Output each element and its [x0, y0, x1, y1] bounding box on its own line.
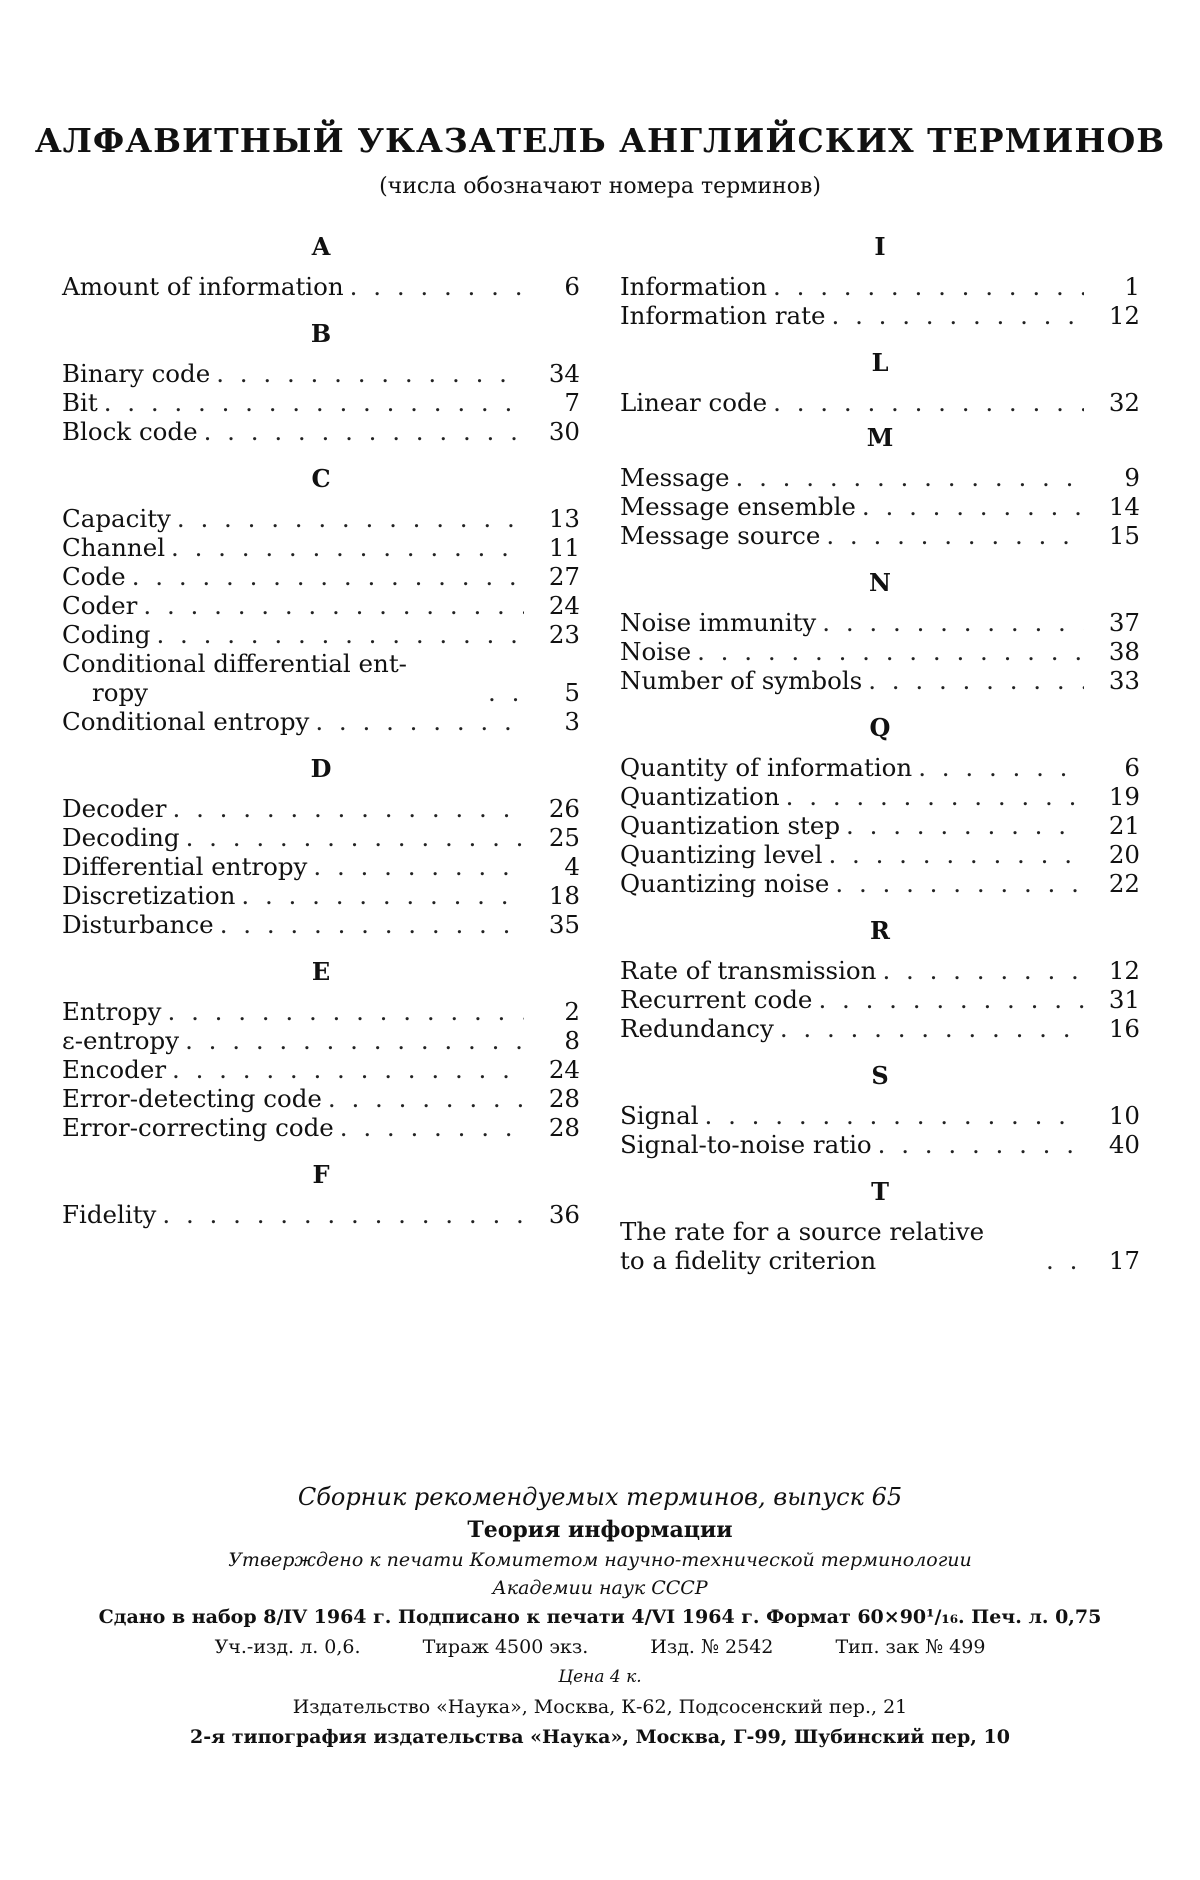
index-entry — [62, 504, 580, 533]
entry-term: Quantization step — [620, 811, 841, 840]
entry-number: 26 — [548, 794, 580, 823]
uch-izd: Уч.-изд. л. 0,6. — [214, 1636, 361, 1658]
index-entry — [620, 753, 1140, 782]
entry-term — [620, 1217, 1040, 1275]
dot-leader — [1046, 1246, 1084, 1275]
section-letter: M — [866, 423, 894, 452]
dot-leader — [185, 1026, 524, 1055]
entry-term: Error-detecting code — [62, 1084, 322, 1113]
index-entry — [620, 492, 1140, 521]
entry-number: 32 — [1108, 388, 1140, 417]
section-letter: C — [311, 464, 331, 493]
dot-leader — [822, 608, 1084, 637]
series-line: Сборник рекомендуемых терминов, выпуск 65 — [297, 1483, 903, 1511]
section-letter: I — [874, 232, 886, 261]
entry-term: Encoder — [62, 1055, 167, 1084]
index-section-r — [620, 914, 1140, 1043]
entry-term: Decoding — [62, 823, 180, 852]
index-entry — [620, 811, 1140, 840]
dot-leader — [171, 533, 524, 562]
dot-leader — [220, 910, 524, 939]
book-title: Теория информации — [467, 1517, 733, 1543]
entry-number: 21 — [1108, 811, 1140, 840]
index-entry — [62, 1026, 580, 1055]
print-info: Сдано в набор 8/IV 1964 г. Подписано к печати 4/VI 1964 г. Формат 60×90¹/₁₆. Печ. л. 0,75 — [98, 1606, 1102, 1628]
index-entry — [620, 1014, 1140, 1043]
entry-term-line1: Conditional differential ent- — [62, 649, 407, 678]
entry-number: 6 — [1124, 753, 1140, 782]
dot-leader — [835, 869, 1084, 898]
index-entry — [62, 591, 580, 620]
entry-number: 1 — [1124, 272, 1140, 301]
entry-term: Binary code — [62, 359, 211, 388]
entry-number: 14 — [1108, 492, 1140, 521]
dot-leader — [315, 707, 524, 736]
index-entry — [620, 272, 1140, 301]
entry-term: Quantizing level — [620, 840, 823, 869]
izd-number: Изд. № 2542 — [650, 1636, 774, 1658]
index-section-s — [620, 1059, 1140, 1159]
index-entry — [620, 637, 1140, 666]
entry-term: Message — [620, 463, 730, 492]
entry-term: Conditional entropy — [62, 707, 310, 736]
entry-number: 40 — [1108, 1130, 1140, 1159]
entry-term: Noise immunity — [620, 608, 817, 637]
dot-leader — [132, 562, 524, 591]
entry-term: Capacity — [62, 504, 171, 533]
dot-leader — [882, 956, 1084, 985]
entry-term: Error-correcting code — [62, 1113, 334, 1142]
entry-term: Disturbance — [62, 910, 214, 939]
dot-leader — [705, 1101, 1084, 1130]
entry-number: 28 — [548, 1084, 580, 1113]
dot-leader — [878, 1130, 1084, 1159]
index-entry — [620, 1101, 1140, 1130]
entry-term: Noise — [620, 637, 692, 666]
entry-term: Decoder — [62, 794, 167, 823]
index-entry — [62, 1055, 580, 1084]
index-section-l — [620, 346, 1140, 417]
dot-leader — [104, 388, 524, 417]
index-entry — [620, 666, 1140, 695]
index-entry — [62, 881, 580, 910]
entry-term: Rate of transmission — [620, 956, 877, 985]
section-letter: B — [310, 319, 332, 348]
dot-leader — [736, 463, 1084, 492]
entry-term-line2: to a fidelity criterion — [620, 1246, 877, 1275]
entry-term: Differential entropy — [62, 852, 308, 881]
entry-number: 15 — [1108, 521, 1140, 550]
index-entry — [62, 910, 580, 939]
entry-term: Channel — [62, 533, 166, 562]
entry-number: 25 — [548, 823, 580, 852]
index-entry — [62, 417, 580, 446]
entry-number: 30 — [548, 417, 580, 446]
entry-number: 36 — [548, 1200, 580, 1229]
index-entry — [620, 388, 1140, 417]
index-column-right — [620, 230, 1140, 1291]
entry-number: 33 — [1108, 666, 1140, 695]
entry-term: Message source — [620, 521, 821, 550]
entry-number: 35 — [548, 910, 580, 939]
index-section-q — [620, 711, 1140, 898]
index-entry — [62, 707, 580, 736]
index-entry — [620, 608, 1140, 637]
entry-number: 23 — [548, 620, 580, 649]
section-letter: Q — [869, 713, 891, 742]
dot-leader — [241, 881, 524, 910]
entry-term: Recurrent code — [620, 985, 813, 1014]
index-entry — [62, 533, 580, 562]
index-section-n — [620, 566, 1140, 695]
price: Цена 4 к. — [558, 1667, 642, 1687]
approval-line: Утверждено к печати Комитетом научно-технической терминологии — [228, 1549, 972, 1571]
entry-term: Quantizing noise — [620, 869, 830, 898]
printer: 2-я типография издательства «Наука», Москва, Г-99, Шубинский пер, 10 — [190, 1726, 1010, 1748]
entry-term: Quantization — [620, 782, 780, 811]
dot-leader — [918, 753, 1084, 782]
index-entry — [62, 562, 580, 591]
dot-leader — [697, 637, 1084, 666]
entry-number: 24 — [548, 591, 580, 620]
index-entry — [620, 869, 1140, 898]
entry-term: Information — [620, 272, 768, 301]
entry-number: 5 — [564, 678, 580, 707]
entry-number: 17 — [1108, 1246, 1140, 1275]
section-letter: A — [311, 232, 331, 261]
tirazh: Тираж 4500 экз. — [422, 1636, 589, 1658]
tip-zak: Тип. зак № 499 — [835, 1636, 986, 1658]
entry-number: 2 — [564, 997, 580, 1026]
dot-leader — [350, 272, 524, 301]
entry-number: 22 — [1108, 869, 1140, 898]
entry-term: Coding — [62, 620, 151, 649]
entry-number: 10 — [1108, 1101, 1140, 1130]
dot-leader — [828, 840, 1084, 869]
section-letter: N — [869, 568, 891, 597]
entry-number: 12 — [1108, 301, 1140, 330]
entry-term: ε-entropy — [62, 1026, 180, 1055]
dot-leader — [846, 811, 1084, 840]
dot-leader — [868, 666, 1084, 695]
section-letter: R — [870, 916, 890, 945]
entry-term: Entropy — [62, 997, 162, 1026]
entry-term: Quantity of information — [620, 753, 913, 782]
index-entry — [620, 521, 1140, 550]
entry-number: 34 — [548, 359, 580, 388]
section-letter: S — [871, 1061, 889, 1090]
dot-leader — [186, 823, 524, 852]
entry-term: Amount of information — [62, 272, 344, 301]
index-entry — [62, 620, 580, 649]
dot-leader — [143, 591, 524, 620]
index-entry — [62, 1200, 580, 1229]
edition-info — [0, 1632, 1200, 1662]
index-entry — [62, 794, 580, 823]
index-entry — [620, 301, 1140, 330]
entry-number: 13 — [548, 504, 580, 533]
dot-leader — [340, 1113, 524, 1142]
dot-leader — [156, 620, 524, 649]
index-entry — [620, 1217, 1140, 1275]
entry-term: Information rate — [620, 301, 826, 330]
index-section-t — [620, 1175, 1140, 1275]
entry-number: 38 — [1108, 637, 1140, 666]
entry-term: Signal — [620, 1101, 699, 1130]
entry-number: 3 — [564, 707, 580, 736]
dot-leader — [313, 852, 524, 881]
dot-leader — [162, 1200, 524, 1229]
index-entry — [620, 956, 1140, 985]
entry-number: 9 — [1124, 463, 1140, 492]
entry-term: Code — [62, 562, 126, 591]
dot-leader — [780, 1014, 1084, 1043]
entry-number: 8 — [564, 1026, 580, 1055]
index-entry — [620, 463, 1140, 492]
section-letter: F — [312, 1160, 330, 1189]
index-entry — [620, 1130, 1140, 1159]
dot-leader — [173, 794, 524, 823]
entry-number: 12 — [1108, 956, 1140, 985]
entry-number: 31 — [1108, 985, 1140, 1014]
entry-term: Signal-to-noise ratio — [620, 1130, 872, 1159]
dot-leader — [818, 985, 1084, 1014]
index-column-left — [62, 230, 580, 1245]
entry-term: Block code — [62, 417, 198, 446]
dot-leader — [172, 1055, 524, 1084]
colophon — [0, 1480, 1200, 1752]
index-section-d — [62, 752, 580, 939]
dot-leader — [773, 388, 1084, 417]
entry-term: Message ensemble — [620, 492, 856, 521]
entry-term — [62, 649, 482, 707]
index-section-m — [620, 421, 1140, 550]
index-entry — [62, 272, 580, 301]
index-section-f — [62, 1158, 580, 1229]
entry-number: 28 — [548, 1113, 580, 1142]
entry-number: 4 — [564, 852, 580, 881]
entry-term: Linear code — [620, 388, 768, 417]
index-entry — [62, 1113, 580, 1142]
entry-number: 6 — [564, 272, 580, 301]
dot-leader — [204, 417, 524, 446]
section-letter: E — [311, 957, 331, 986]
dot-leader — [168, 997, 525, 1026]
entry-number: 37 — [1108, 608, 1140, 637]
entry-number: 11 — [548, 533, 580, 562]
section-letter: D — [310, 754, 332, 783]
entry-term: Coder — [62, 591, 138, 620]
dot-leader — [832, 301, 1085, 330]
entry-number: 7 — [564, 388, 580, 417]
publisher: Издательство «Наука», Москва, К-62, Подсосенский пер., 21 — [292, 1696, 908, 1718]
index-entry — [62, 649, 580, 707]
index-entry — [620, 782, 1140, 811]
approval-line-2: Академии наук СССР — [492, 1577, 708, 1599]
index-entry — [62, 359, 580, 388]
entry-term: Fidelity — [62, 1200, 157, 1229]
index-section-c — [62, 462, 580, 736]
entry-number: 18 — [548, 881, 580, 910]
dot-leader — [773, 272, 1084, 301]
dot-leader — [786, 782, 1084, 811]
section-letter: T — [871, 1177, 889, 1206]
index-section-b — [62, 317, 580, 446]
index-section-i — [620, 230, 1140, 330]
dot-leader — [328, 1084, 524, 1113]
index-entry — [620, 840, 1140, 869]
dot-leader — [488, 678, 524, 707]
entry-term: Number of symbols — [620, 666, 863, 695]
entry-term: Bit — [62, 388, 98, 417]
entry-number: 24 — [548, 1055, 580, 1084]
entry-number: 20 — [1108, 840, 1140, 869]
index-entry — [620, 985, 1140, 1014]
index-entry — [62, 823, 580, 852]
index-section-e — [62, 955, 580, 1142]
dot-leader — [826, 521, 1084, 550]
index-entry — [62, 997, 580, 1026]
entry-term: Redundancy — [620, 1014, 774, 1043]
page-title: АЛФАВИТНЫЙ УКАЗАТЕЛЬ АНГЛИЙСКИХ ТЕРМИНОВ — [34, 121, 1166, 160]
dot-leader — [862, 492, 1084, 521]
index-entry — [62, 1084, 580, 1113]
entry-term-line2: ropy — [92, 678, 148, 707]
section-letter: L — [871, 348, 889, 377]
entry-term-line1: The rate for a source relative — [620, 1217, 985, 1246]
page-subtitle: (числа обозначают номера терминов) — [379, 174, 821, 199]
dot-leader — [177, 504, 524, 533]
entry-number: 27 — [548, 562, 580, 591]
index-entry — [62, 388, 580, 417]
entry-term: Discretization — [62, 881, 236, 910]
index-entry — [62, 852, 580, 881]
dot-leader — [216, 359, 524, 388]
index-section-a — [62, 230, 580, 301]
entry-number: 19 — [1108, 782, 1140, 811]
entry-number: 16 — [1108, 1014, 1140, 1043]
